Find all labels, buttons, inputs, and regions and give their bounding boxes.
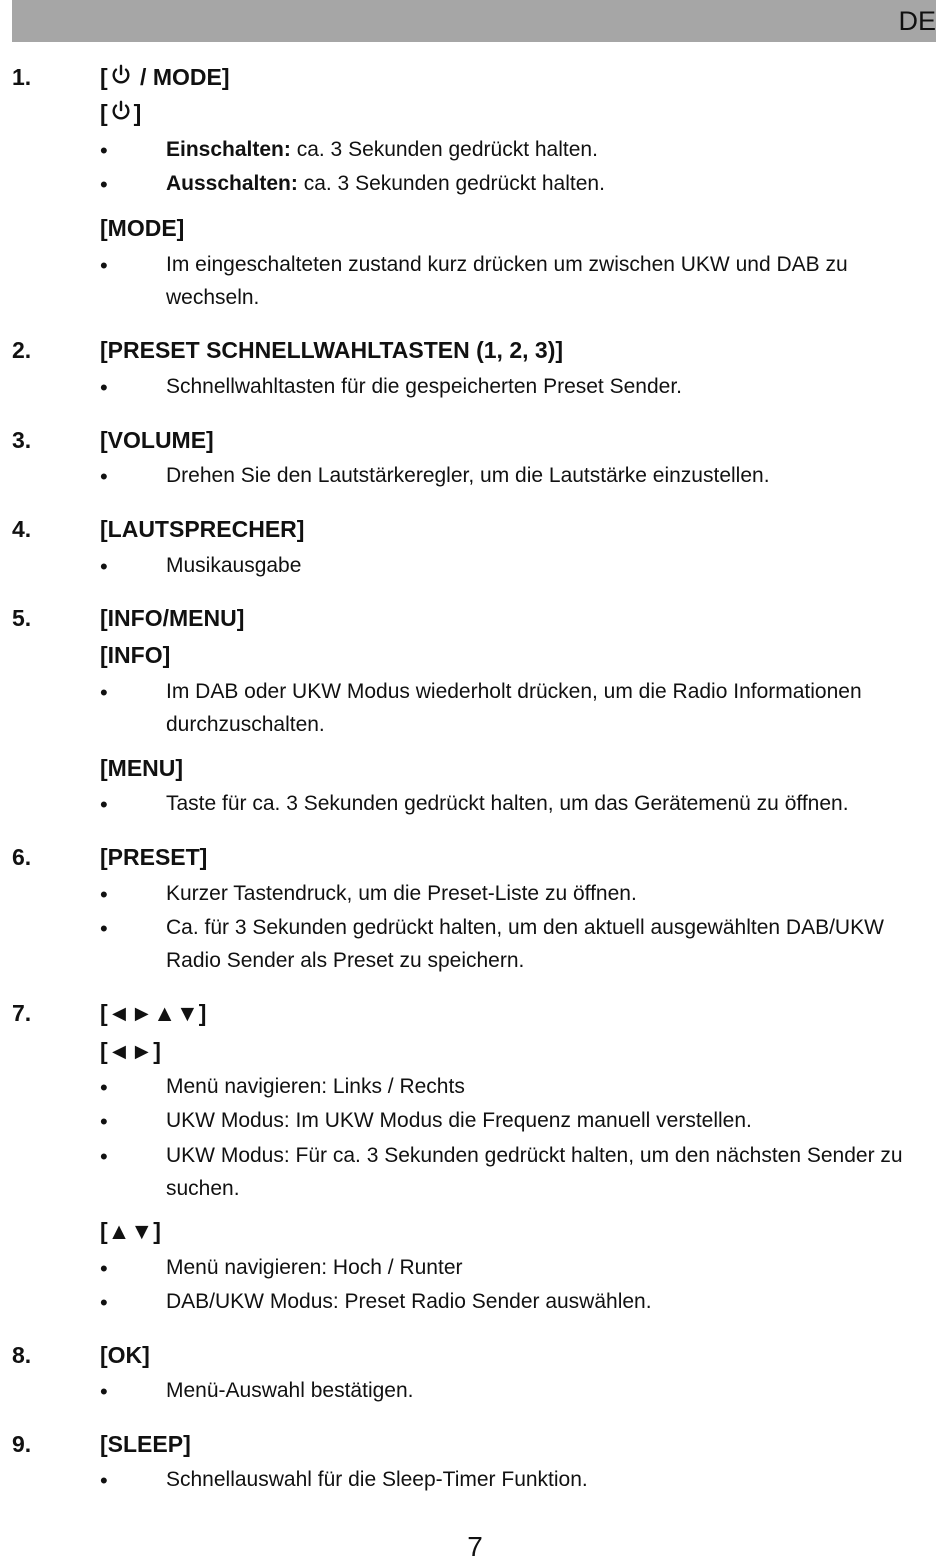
bracket-open: [ xyxy=(100,100,108,126)
title-mode-text: / MODE] xyxy=(133,64,230,90)
list-item: Im eingeschalteten zustand kurz drücken um zwischen UKW und DAB zu wechseln. xyxy=(166,253,848,309)
page-number: 7 xyxy=(467,1531,483,1562)
bullet-marker: • xyxy=(100,554,108,579)
list-item: DAB/UKW Modus: Preset Radio Sender auswählen. xyxy=(166,1290,652,1313)
section-title: [OK] xyxy=(100,1342,150,1368)
bullet-marker: • xyxy=(100,375,108,400)
bullet-marker: • xyxy=(100,1256,108,1281)
section-number: 6. xyxy=(12,844,32,870)
list-item: Musikausgabe xyxy=(166,554,302,577)
list-item: Ca. für 3 Sekunden gedrückt halten, um den aktuell ausgewählten DAB/UKW Radio Sender als Preset zu speichern. xyxy=(166,916,884,972)
list-item: Schnellauswahl für die Sleep-Timer Funktion. xyxy=(166,1468,588,1491)
subheading-info: [INFO] xyxy=(100,642,171,668)
list-item: UKW Modus: Für ca. 3 Sekunden gedrückt halten, um den nächsten Sender zu suchen. xyxy=(166,1144,903,1200)
bullet-marker: • xyxy=(100,882,108,907)
subheading-menu: [MENU] xyxy=(100,755,184,781)
bullet-marker: • xyxy=(100,172,108,197)
section-title: [LAUTSPRECHER] xyxy=(100,516,305,542)
bullet-marker: • xyxy=(100,138,108,163)
list-item xyxy=(166,167,936,200)
section-number: 3. xyxy=(12,427,32,453)
bullet-marker: • xyxy=(100,792,108,817)
subheading-mode: [MODE] xyxy=(100,215,185,241)
list-item: Schnellwahltasten für die gespeicherten Preset Sender. xyxy=(166,375,682,398)
section-number: 4. xyxy=(12,516,32,542)
list-item: Drehen Sie den Lautstärkeregler, um die Lautstärke einzustellen. xyxy=(166,464,770,487)
list-item: Taste für ca. 3 Sekunden gedrückt halten, um das Gerätemenü zu öffnen. xyxy=(166,792,849,815)
section-title: [◄►▲▼] xyxy=(100,1000,207,1026)
bracket-close: ] xyxy=(133,100,142,126)
list-item xyxy=(166,133,936,166)
section-title: [PRESET SCHNELLWAHLTASTEN (1, 2, 3)] xyxy=(100,337,564,363)
bullet-marker: • xyxy=(100,253,108,278)
bullet-marker: • xyxy=(100,1144,108,1169)
power-icon xyxy=(110,100,132,122)
section-title: [PRESET] xyxy=(100,844,208,870)
list-item: Menü navigieren: Hoch / Runter xyxy=(166,1256,463,1279)
section-number: 8. xyxy=(12,1342,32,1368)
section-number: 7. xyxy=(12,1000,32,1026)
item-text: ca. 3 Sekunden gedrückt halten. xyxy=(297,172,605,195)
bullet-marker: • xyxy=(100,1075,108,1100)
section-number: 2. xyxy=(12,337,32,363)
section-number: 5. xyxy=(12,605,32,631)
item-label: Einschalten: xyxy=(166,138,291,161)
bullet-marker: • xyxy=(100,464,108,489)
power-icon xyxy=(110,64,132,86)
subheading-left-right: [◄►] xyxy=(100,1038,161,1064)
list-item: Im DAB oder UKW Modus wiederholt drücken, um die Radio Informationen durchzuschalten. xyxy=(166,680,862,736)
item-text: ca. 3 Sekunden gedrückt halten. xyxy=(290,138,598,161)
section-title xyxy=(100,63,230,91)
language-code: DE xyxy=(898,6,936,36)
bullet-marker: • xyxy=(100,916,108,941)
bullet-marker: • xyxy=(100,1109,108,1134)
item-label: Ausschalten: xyxy=(166,172,298,195)
bullet-marker: • xyxy=(100,680,108,705)
section-title: [INFO/MENU] xyxy=(100,605,245,631)
list-item: Menü-Auswahl bestätigen. xyxy=(166,1379,414,1402)
list-item: Menü navigieren: Links / Rechts xyxy=(166,1075,465,1098)
bracket-open: [ xyxy=(100,64,108,90)
bullet-marker: • xyxy=(100,1468,108,1493)
section-title: [SLEEP] xyxy=(100,1431,191,1457)
list-item: Kurzer Tastendruck, um die Preset-Liste zu öffnen. xyxy=(166,882,637,905)
section-number: 9. xyxy=(12,1431,32,1457)
section-number: 1. xyxy=(12,64,32,90)
list-item: UKW Modus: Im UKW Modus die Frequenz manuell verstellen. xyxy=(166,1109,752,1132)
section-title: [VOLUME] xyxy=(100,427,214,453)
bullet-marker: • xyxy=(100,1379,108,1404)
subheading-power xyxy=(100,99,141,127)
subheading-up-down: [▲▼] xyxy=(100,1218,161,1244)
bullet-marker: • xyxy=(100,1290,108,1315)
